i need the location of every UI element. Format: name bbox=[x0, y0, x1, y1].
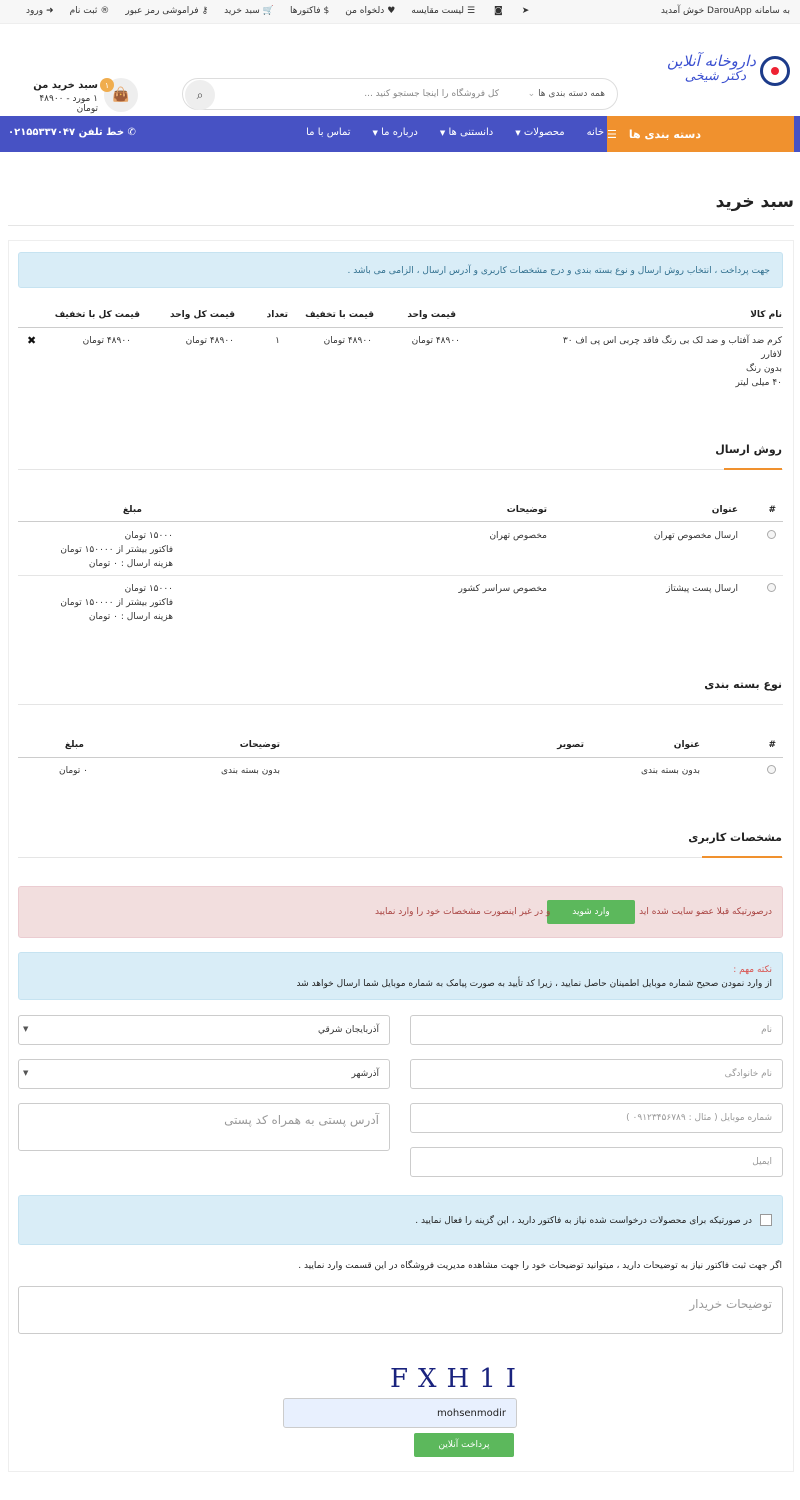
list-icon: ☰ bbox=[466, 6, 476, 16]
sign-in-icon: ➜ bbox=[46, 6, 54, 16]
remove-item-close-icon[interactable]: ✖ bbox=[27, 334, 37, 347]
buyer-description-textarea[interactable]: توضیحات خریدار bbox=[18, 1286, 783, 1334]
invoices-link[interactable]: $ فاکتورها bbox=[289, 6, 330, 16]
wishlist-link[interactable]: ♥ دلخواه من bbox=[345, 6, 396, 16]
caret-down-icon: ▼ bbox=[439, 129, 446, 137]
col-hash: # bbox=[768, 740, 776, 750]
user-info-accent bbox=[702, 856, 782, 858]
nav-item-knowledge[interactable]: دانستنی ها ▼ bbox=[439, 127, 494, 138]
login-button[interactable]: وارد شوید bbox=[547, 900, 635, 924]
description-hint: اگر جهت ثبت فاکتور نیاز به توضیحات دارید ، میتوانید توضیحات خود را جهت مشاهده مدیریت فروشگاه در این قسمت وارد نمایید . bbox=[298, 1261, 782, 1271]
login-alert: درصورتیکه قبلا عضو سایت شده اید وارد شوید و در غیر اینصورت مشخصات خود را وارد نمایید bbox=[18, 886, 783, 938]
col-title: عنوان bbox=[673, 740, 700, 750]
logo-line2: دکتر شیخی bbox=[684, 69, 746, 84]
nav-item-contact[interactable]: تماس با ما bbox=[306, 127, 351, 138]
phone-line[interactable]: ✆ خط تلفن ۰۲۱۵۵۳۳۷۰۴۷ bbox=[8, 127, 136, 138]
cart-item-qty: ۱ bbox=[275, 336, 280, 346]
table-header-divider bbox=[18, 327, 783, 328]
col-total-discount: قیمت کل با تخفیف bbox=[54, 310, 140, 320]
nav-item-home[interactable]: خانه bbox=[586, 127, 604, 138]
key-icon: ⚷ bbox=[201, 6, 209, 16]
phone-icon: ✆ bbox=[127, 127, 136, 138]
caret-down-icon: ▼ bbox=[23, 1069, 29, 1077]
title-divider bbox=[8, 225, 794, 226]
site-logo[interactable] bbox=[658, 52, 790, 88]
col-image: تصویر bbox=[557, 740, 584, 750]
caret-down-icon: ▼ bbox=[23, 1025, 29, 1033]
shipping-accent bbox=[724, 468, 782, 470]
search-button[interactable] bbox=[185, 80, 215, 110]
cart-item-color: بدون رنگ bbox=[746, 364, 782, 374]
shipping-radio-post[interactable] bbox=[767, 583, 776, 592]
heart-icon: ♥ bbox=[387, 6, 396, 16]
packaging-desc-none: بدون بسته بندی bbox=[221, 766, 280, 776]
col-discount-price: قیمت با تخفیف bbox=[305, 310, 374, 320]
col-qty: تعداد bbox=[266, 310, 288, 320]
col-title: عنوان bbox=[711, 505, 738, 515]
factor-checkbox[interactable] bbox=[760, 1214, 772, 1226]
shipping-price-tehran: ۱۵۰۰۰ تومان فاکتور بیشتر از ۱۵۰۰۰۰ تومان هزینه ارسال : ۰ تومان bbox=[60, 531, 173, 569]
top-bar bbox=[0, 0, 800, 24]
dollar-icon: $ bbox=[323, 6, 330, 16]
shipping-radio-tehran[interactable] bbox=[767, 530, 776, 539]
col-total-unit: قیمت کل واحد bbox=[169, 310, 235, 320]
user-info-divider bbox=[18, 857, 783, 858]
shopping-bag-icon: 👜 bbox=[104, 78, 138, 112]
shipping-desc-post: مخصوص سراسر کشور bbox=[458, 584, 547, 594]
info-alert: جهت پرداخت ، انتخاب روش ارسال و نوع بسته بندی و درج مشخصات کاربری و آدرس ارسال ، الزامی می باشد . bbox=[18, 252, 783, 288]
nav-item-about[interactable]: درباره ما ▼ bbox=[372, 127, 418, 138]
search-icon: ⌕ bbox=[196, 87, 204, 102]
address-textarea[interactable]: آدرس پستی به همراه کد پستی bbox=[18, 1103, 390, 1151]
nav-menu bbox=[306, 127, 604, 138]
logo-line1: داروخانه آنلاین bbox=[666, 52, 756, 70]
email-field[interactable]: ایمیل bbox=[410, 1147, 783, 1177]
col-product-name: نام کالا bbox=[750, 310, 782, 320]
forgot-password-link[interactable]: ⚷ فراموشی رمز عبور bbox=[125, 6, 209, 16]
last-name-field[interactable]: نام خانوادگی bbox=[410, 1059, 783, 1089]
col-unit-price: قیمت واحد bbox=[407, 310, 456, 320]
cart-count-badge: ۱ bbox=[100, 78, 114, 92]
telegram-icon: ➤ bbox=[521, 6, 530, 16]
cart-item-brand: لافارر bbox=[761, 350, 782, 360]
important-note: نکته مهم : از وارد نمودن صحیح شماره موبایل اطمینان حاصل نمایید ، زیرا کد تأیید به صورت پیامک به شماره موبایل شما ارسال خواهد شد bbox=[18, 952, 783, 1000]
col-hash: # bbox=[768, 505, 776, 515]
cart-item-name[interactable]: کرم ضد آفتاب و ضد لک بی رنگ فاقد چربی اس پی اف ۳۰ bbox=[562, 336, 782, 346]
cart-item-unit-price: ۴۸۹۰۰ تومان bbox=[411, 336, 460, 346]
register-link[interactable]: ® ثبت نام bbox=[69, 6, 110, 16]
page-title: سبد خرید bbox=[715, 192, 794, 212]
caret-down-icon: ▼ bbox=[515, 129, 521, 137]
shipping-row-divider bbox=[18, 575, 783, 576]
cart-item-total-discount: ۴۸۹۰۰ تومان bbox=[82, 336, 131, 346]
instagram-link[interactable] bbox=[491, 6, 503, 16]
logo-emblem-icon bbox=[760, 56, 790, 86]
captcha-image: FXH1I bbox=[390, 1364, 527, 1394]
packaging-divider bbox=[18, 704, 783, 705]
instagram-icon: ◙ bbox=[494, 6, 503, 16]
user-info-section-title: مشخصات کاربری bbox=[688, 831, 782, 844]
cart-icon: 🛒 bbox=[262, 6, 274, 16]
compare-list-link[interactable]: ☰ لیست مقایسه bbox=[411, 6, 476, 16]
shipping-header-divider bbox=[18, 521, 783, 522]
cart-item-total-unit: ۴۸۹۰۰ تومان bbox=[185, 336, 234, 346]
shipping-section-title: روش ارسال bbox=[715, 443, 782, 456]
search-category-select[interactable]: همه دسته بندی ها ⌄ bbox=[527, 89, 605, 99]
col-desc: توضیحات bbox=[239, 740, 280, 750]
packaging-radio-none[interactable] bbox=[767, 765, 776, 774]
col-price: مبلغ bbox=[122, 505, 142, 515]
mobile-field[interactable]: شماره موبایل ( مثال : ۰۹۱۲۳۴۵۶۷۸۹ ) bbox=[410, 1103, 783, 1133]
packaging-section-title: نوع بسته بندی bbox=[704, 678, 782, 691]
packaging-title-none: بدون بسته بندی bbox=[641, 766, 700, 776]
search-input[interactable]: کل فروشگاه را اینجا جستجو کنید ... bbox=[364, 89, 499, 99]
factor-alert: در صورتیکه برای محصولات درخواست شده نیاز به فاکتور دارید ، این گزینه را فعال نمایید . bbox=[18, 1195, 783, 1245]
pay-online-button[interactable]: پرداخت آنلاین bbox=[414, 1433, 514, 1457]
categories-menu-button[interactable]: دسته بندی ها ☰ bbox=[607, 116, 794, 152]
chevron-down-icon: ⌄ bbox=[527, 89, 536, 99]
shipping-title-tehran: ارسال مخصوص تهران bbox=[653, 531, 738, 541]
first-name-field[interactable]: نام bbox=[410, 1015, 783, 1045]
province-select[interactable]: آذربایجان شرقي ▼ bbox=[18, 1015, 390, 1045]
search-bar bbox=[182, 78, 618, 110]
bars-icon: ☰ bbox=[607, 127, 617, 141]
packaging-price-none: ۰ تومان bbox=[58, 766, 88, 776]
welcome-text: به سامانه DarouApp خوش آمدید bbox=[660, 6, 790, 16]
shipping-title-post: ارسال پست پیشتاز bbox=[666, 584, 738, 594]
nav-item-products[interactable]: محصولات ▼ bbox=[515, 127, 565, 138]
main-nav bbox=[0, 116, 800, 152]
top-links bbox=[10, 6, 529, 16]
packaging-header-divider bbox=[18, 757, 783, 758]
shipping-price-post: ۱۵۰۰۰ تومان فاکتور بیشتر از ۱۵۰۰۰۰ تومان هزینه ارسال : ۰ تومان bbox=[60, 584, 173, 622]
city-select[interactable]: آذرشهر ▼ bbox=[18, 1059, 390, 1089]
cart-link[interactable]: 🛒 سبد خرید bbox=[224, 6, 274, 16]
cart-summary: ۱ مورد - ۴۸۹۰۰ تومان bbox=[39, 94, 98, 114]
shipping-desc-tehran: مخصوص تهران bbox=[489, 531, 547, 541]
col-price: مبلغ bbox=[64, 740, 84, 750]
register-icon: ® bbox=[100, 6, 110, 16]
mini-cart[interactable] bbox=[16, 78, 140, 112]
cart-item-size: ۴۰ میلی لیتر bbox=[735, 378, 782, 388]
telegram-link[interactable] bbox=[519, 6, 530, 16]
captcha-input[interactable]: mohsenmodir bbox=[283, 1398, 517, 1428]
caret-down-icon: ▼ bbox=[372, 129, 378, 137]
header bbox=[0, 24, 800, 116]
login-link[interactable]: ➜ ورود bbox=[26, 6, 54, 16]
shipping-divider bbox=[18, 469, 783, 470]
cart-title: سبد خرید من bbox=[33, 80, 98, 91]
cart-item-discount-price: ۴۸۹۰۰ تومان bbox=[323, 336, 372, 346]
col-desc: توضیحات bbox=[506, 505, 547, 515]
cart-item-details bbox=[563, 334, 782, 390]
